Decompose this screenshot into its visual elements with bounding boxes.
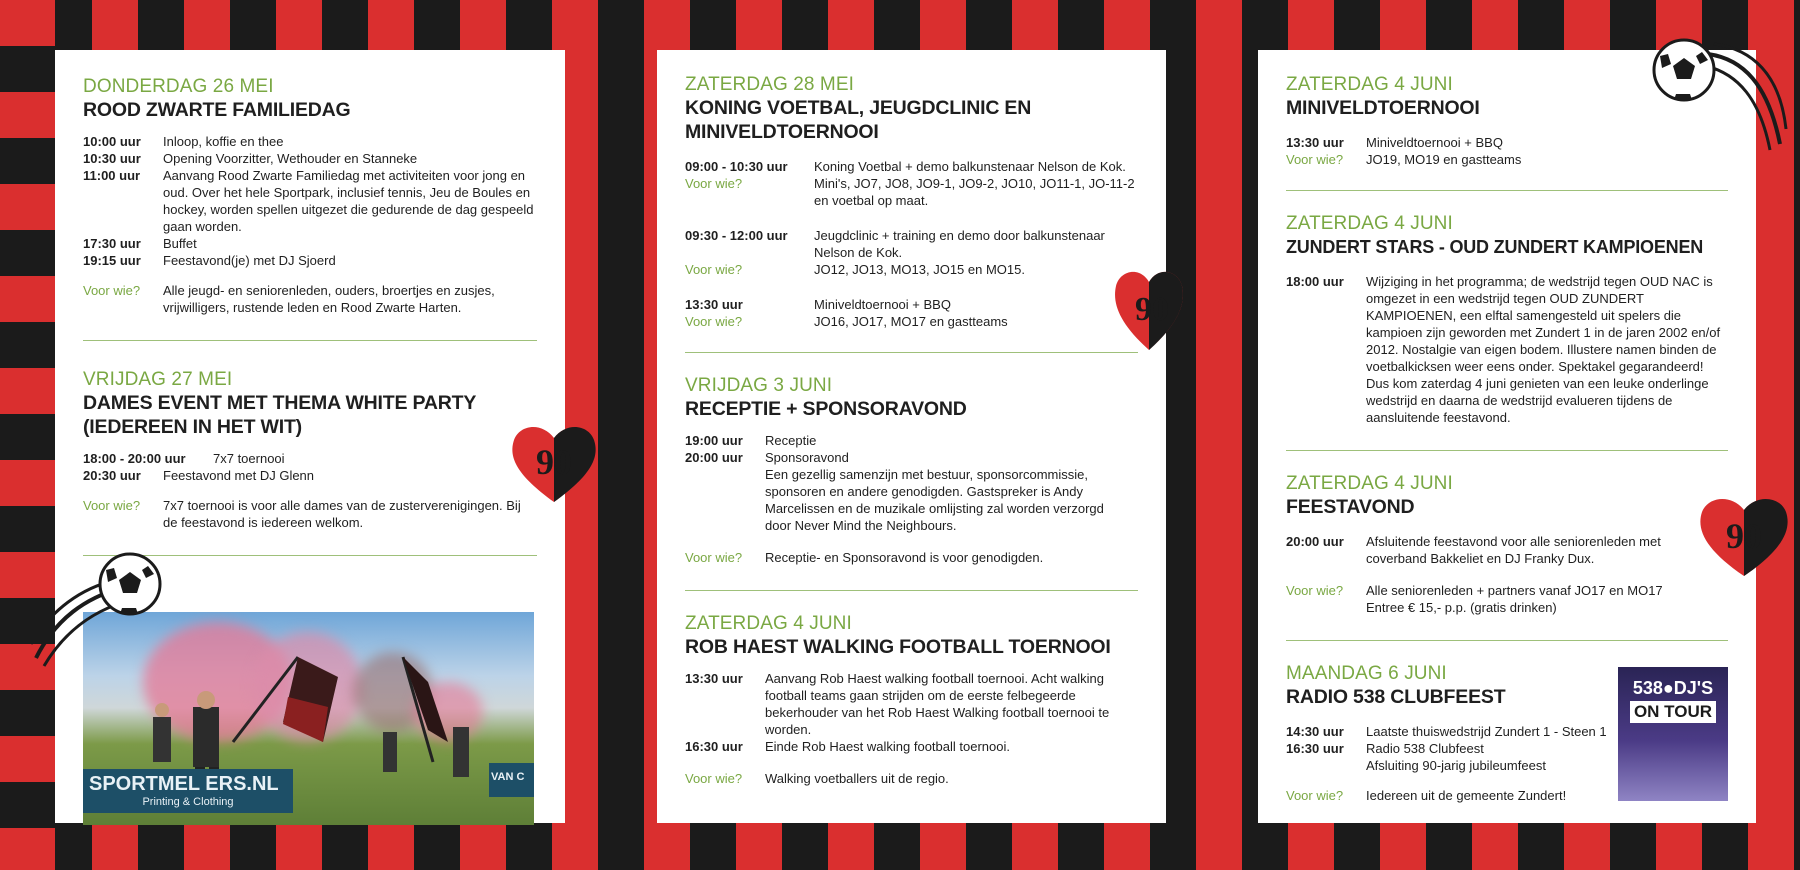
sponsor-banner-title: SPORTMEL ERS.NL bbox=[89, 773, 279, 795]
heart-90-badge bbox=[1112, 262, 1186, 357]
desc: Miniveldtoernooi + BBQ bbox=[814, 297, 951, 312]
event-title: ZUNDERT STARS - OUD ZUNDERT KAMPIOENEN bbox=[1286, 237, 1704, 257]
desc: Afsluiting 90-jarig jubileumfeest bbox=[1366, 758, 1546, 773]
event-date: VRIJDAG 3 JUNI bbox=[685, 375, 833, 396]
desc: Radio 538 Clubfeest bbox=[1366, 741, 1484, 756]
event-title: ROOD ZWARTE FAMILIEDAG bbox=[83, 99, 351, 121]
desc: Sponsoravond bbox=[765, 450, 849, 465]
who-label: Voor wie? bbox=[685, 262, 743, 277]
time: 13:30 uur bbox=[1286, 135, 1344, 150]
desc: Aanvang Rob Haest walking football toernooi. Acht walking football teams gaan strijden om de eerste felbegeerde bekerhouder van het Rob Haest Walking football toernooi te worden. bbox=[765, 671, 1110, 737]
time: 20:30 uur bbox=[83, 468, 141, 483]
event-title: DAMES EVENT MET THEMA WHITE PARTY (IEDEREEN IN HET WIT) bbox=[83, 392, 476, 438]
dj-line2: ON TOUR bbox=[1630, 701, 1716, 723]
soccer-ball-icon bbox=[1648, 34, 1788, 159]
desc: Einde Rob Haest walking football toernooi. bbox=[765, 739, 1010, 754]
event-date: DONDERDAG 26 MEI bbox=[83, 76, 274, 97]
who-text: 7x7 toernooi is voor alle dames van de zusterverenigingen. Bij de feestavond is iedereen welkom. bbox=[163, 498, 521, 530]
538-djs-on-tour-image bbox=[1618, 667, 1728, 801]
event-walking-football bbox=[685, 613, 1138, 787]
panel-left bbox=[55, 50, 565, 823]
time: 16:30 uur bbox=[1286, 741, 1344, 756]
who-label: Voor wie? bbox=[1286, 152, 1344, 167]
soccer-ball-icon bbox=[26, 548, 166, 673]
dj-line1: 538●DJ'S bbox=[1632, 678, 1714, 698]
divider bbox=[1286, 190, 1728, 191]
heart-90-badge bbox=[508, 418, 600, 509]
sponsor-banner bbox=[83, 769, 293, 813]
time bbox=[685, 466, 765, 534]
time: 13:30 uur bbox=[685, 671, 743, 686]
time bbox=[1286, 757, 1366, 774]
event-receptie bbox=[685, 375, 1138, 566]
event-date: MAANDAG 6 JUNI bbox=[1286, 663, 1447, 684]
divider bbox=[1286, 450, 1728, 451]
desc: Koning Voetbal + demo balkunstenaar Nelson de Kok. bbox=[814, 159, 1126, 174]
time: 16:30 uur bbox=[685, 739, 743, 754]
desc: Afsluitende feestavond voor alle seniorenleden met coverband Bakkeliet en DJ Franky Dux. bbox=[1366, 534, 1661, 566]
who-text: JO19, MO19 en gastteams bbox=[1366, 152, 1522, 167]
desc: 7x7 toernooi bbox=[213, 451, 285, 466]
who-text: Iedereen uit de gemeente Zundert! bbox=[1366, 788, 1567, 803]
event-date: ZATERDAG 4 JUNI bbox=[685, 613, 852, 634]
desc: Inloop, koffie en thee bbox=[163, 134, 284, 149]
desc: Jeugdclinic + training en demo door balkunstenaar Nelson de Kok. bbox=[814, 228, 1105, 260]
time: 18:00 - 20:00 uur bbox=[83, 451, 186, 466]
event-title: ROB HAEST WALKING FOOTBALL TOERNOOI bbox=[685, 636, 1111, 658]
divider bbox=[1286, 640, 1728, 641]
time: 10:00 uur bbox=[83, 134, 141, 149]
time: 11:00 uur bbox=[83, 168, 141, 183]
event-date: ZATERDAG 4 JUNI bbox=[1286, 473, 1453, 494]
panel-right bbox=[1258, 50, 1756, 823]
heart-90-text: 90 bbox=[1135, 291, 1169, 328]
event-title: RECEPTIE + SPONSORAVOND bbox=[685, 398, 967, 420]
desc: Wijziging in het programma; de wedstrijd tegen OUD NAC is omgezet in een wedstrijd tegen OUD ZUNDERT KAMPIOENEN, een elftal samengesteld uit spelers die kampioen zijn geworden met Zundert 1 in de jaren 2002 en/of 2012. Nostalgie van eigen bodem. Illustere namen binden de voetbalkicksen weer eens onder. Spektakel gegarandeerd! Dus kom zaterdag 4 juni genieten van een leuke onderlinge wedstrijd en daarna de wedstrijd evalueren tijdens de aansluitende feestavond. bbox=[1366, 274, 1721, 425]
heart-90-badge bbox=[1696, 490, 1792, 583]
event-date: VRIJDAG 27 MEI bbox=[83, 369, 233, 390]
who-label: Voor wie? bbox=[83, 283, 141, 298]
who-label: Voor wie? bbox=[83, 498, 141, 513]
panel-middle bbox=[657, 50, 1166, 823]
who-label: Voor wie? bbox=[685, 176, 743, 191]
time: 20:00 uur bbox=[685, 450, 743, 465]
time: 09:00 - 10:30 uur bbox=[685, 159, 788, 174]
event-familiedag bbox=[83, 76, 537, 316]
sponsor-banner-sub: Printing & Clothing bbox=[142, 796, 234, 808]
time: 19:00 uur bbox=[685, 433, 743, 448]
desc: Aanvang Rood Zwarte Familiedag met activiteiten voor jong en oud. Over het hele Sportpark, inclusief tennis, Jeu de Boules en hockey, worden spellen uitgezet die gedurende de dag gespeeld gaan worden. bbox=[163, 168, 534, 234]
desc: Feestavond met DJ Glenn bbox=[163, 468, 315, 483]
event-title: RADIO 538 CLUBFEEST bbox=[1286, 686, 1506, 708]
divider bbox=[83, 340, 537, 341]
who-text: JO12, JO13, MO13, JO15 en MO15. bbox=[814, 262, 1025, 277]
desc: Opening Voorzitter, Wethouder en Stanneke bbox=[163, 151, 418, 166]
event-zundert-stars bbox=[1286, 213, 1728, 426]
who-label: Voor wie? bbox=[685, 314, 743, 329]
divider bbox=[685, 590, 1138, 591]
time: 20:00 uur bbox=[1286, 534, 1344, 549]
time: 18:00 uur bbox=[1286, 274, 1344, 289]
stripe-band-left bbox=[0, 0, 55, 870]
time: 13:30 uur bbox=[685, 297, 743, 312]
who-label: Voor wie? bbox=[685, 550, 743, 565]
time: 09:30 - 12:00 uur bbox=[685, 228, 788, 243]
time: 10:30 uur bbox=[83, 151, 141, 166]
heart-90-text: 90 bbox=[536, 442, 572, 482]
desc: Laatste thuiswedstrijd Zundert 1 - Steen 1 bbox=[1366, 724, 1607, 739]
event-date: ZATERDAG 28 MEI bbox=[685, 74, 855, 95]
who-label: Voor wie? bbox=[1286, 583, 1344, 598]
who-label: Voor wie? bbox=[1286, 788, 1344, 803]
desc: Buffet bbox=[163, 236, 197, 251]
who-text: JO16, JO17, MO17 en gastteams bbox=[814, 314, 1008, 329]
event-date: ZATERDAG 4 JUNI bbox=[1286, 213, 1453, 234]
desc: Feestavond(je) met DJ Sjoerd bbox=[163, 253, 336, 268]
divider bbox=[685, 352, 1138, 353]
event-koning-voetbal bbox=[685, 74, 1138, 330]
event-title: KONING VOETBAL, JEUGDCLINIC EN MINIVELDTOERNOOI bbox=[685, 97, 1032, 143]
desc: Receptie bbox=[765, 433, 817, 448]
event-title: FEESTAVOND bbox=[1286, 496, 1415, 518]
event-title: MINIVELDTOERNOOI bbox=[1286, 97, 1480, 119]
event-date: ZATERDAG 4 JUNI bbox=[1286, 74, 1453, 95]
event-dames bbox=[83, 369, 537, 531]
desc: Miniveldtoernooi + BBQ bbox=[1366, 135, 1503, 150]
event-feestavond bbox=[1286, 473, 1728, 616]
who-text: Receptie- en Sponsoravond is voor genodigden. bbox=[765, 550, 1044, 565]
time: 14:30 uur bbox=[1286, 724, 1344, 739]
who-text: Alle seniorenleden + partners vanaf JO17 en MO17 Entree € 15,- p.p. (gratis drinken) bbox=[1366, 583, 1663, 615]
time: 19:15 uur bbox=[83, 253, 141, 268]
heart-90-text: 90 bbox=[1726, 516, 1762, 556]
who-label: Voor wie? bbox=[685, 771, 743, 786]
desc: Een gezellig samenzijn met bestuur, sponsorcommissie, sponsoren en andere genodigden. Gastspreker is Andy Marcelissen en de muzikale omlijsting zal worden verzorgd door Never Mind the Neighbours. bbox=[765, 467, 1104, 533]
who-text: Mini's, JO7, JO8, JO9-1, JO9-2, JO10, JO11-1, JO-11-2 en voetbal op maat. bbox=[814, 176, 1135, 208]
sponsor-banner-right: VAN C bbox=[489, 763, 534, 797]
who-text: Walking voetballers uit de regio. bbox=[765, 771, 949, 786]
time: 17:30 uur bbox=[83, 236, 141, 251]
who-text: Alle jeugd- en seniorenleden, ouders, broertjes en zusjes, vrijwilligers, rustende leden en Rood Zwarte Harten. bbox=[163, 283, 495, 315]
